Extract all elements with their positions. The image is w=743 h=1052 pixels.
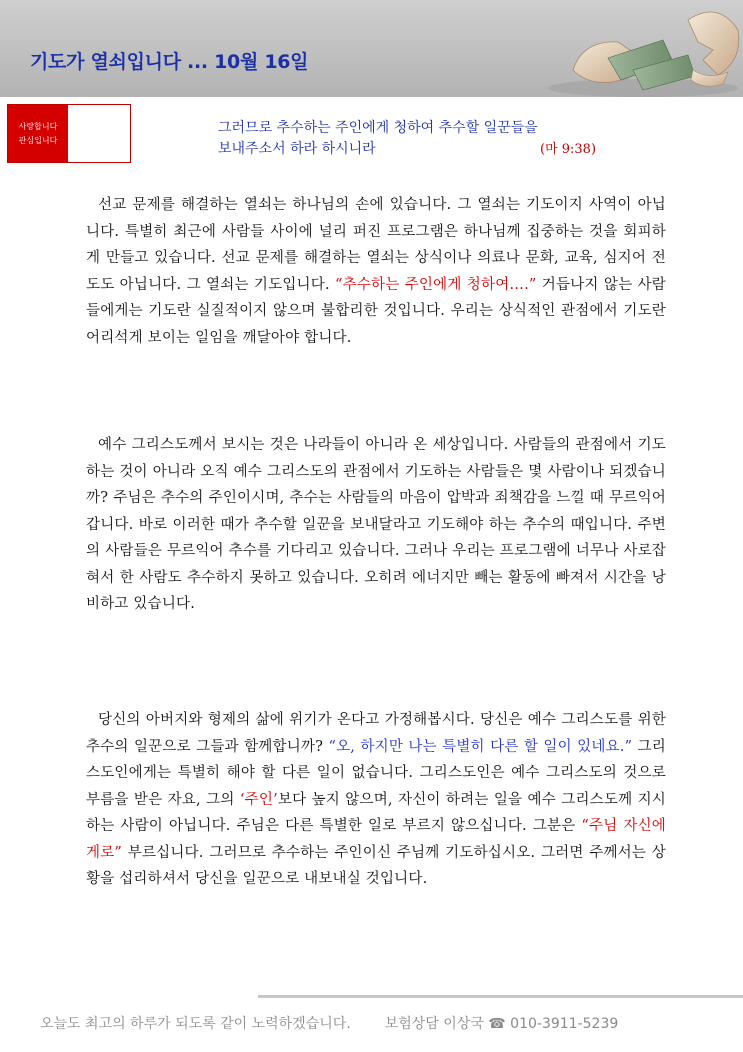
verse-line-2-text: 보내주소서 하라 하시니라 bbox=[218, 141, 376, 157]
paragraph-2-text: 예수 그리스도께서 보시는 것은 나라들이 아니라 온 세상입니다. 사람들의 관점에서 기도하는 것이 아니라 오직 예수 그리스도의 관점에서 기도하는 사람들은 몇 사람이나 되겠습니까? 주님은 추수의 주인이시며, 추수는 사람들의 마음이 압박과 죄책감을 느낄 때 무르익어갑니다. 바로 이러한 때가 추수할 일꾼을 보내달라고 기도해야 하는 추수의 때입니다. 주변의 사람들은 무르익어 추수를 기다리고 있습니다. 그러나 우리는 프로그램에 너무나 사로잡혀서 한 사람도 추수하지 못하고 있습니다. 오히려 에너지만 빼는 활동에 빠져서 시간을 낭비하고 있습니다. bbox=[86, 437, 666, 612]
broken-eggshell-money-illustration bbox=[513, 0, 743, 97]
paragraph-3-quote-2: ‘주인’ bbox=[239, 791, 278, 808]
side-badge-line2: 관심입니다 bbox=[18, 135, 58, 145]
verse-line-1: 그러므로 추수하는 주인에게 청하여 추수할 일꾼들을 bbox=[218, 120, 538, 136]
verse-reference: (마 9:38) bbox=[540, 142, 597, 157]
paragraph-3-text-d: 부르십니다. 그러므로 추수하는 주인이신 주님께 기도하십시오. 그러면 주께서는 상황을 섭리하셔서 당신을 일꾼으로 내보내실 것입니다. bbox=[86, 844, 666, 887]
paragraph-2 bbox=[86, 432, 666, 618]
paragraph-3-quote-3: “주님 자신에게로” bbox=[86, 818, 666, 861]
side-badge-red-panel bbox=[8, 105, 68, 162]
header-banner bbox=[0, 0, 743, 97]
paragraph-3-quote-1: “오, 하지만 나는 특별히 다른 할 일이 있네요.” bbox=[328, 738, 633, 755]
footer-divider bbox=[258, 995, 743, 998]
paragraph-3-text-b: 그리스도인에게는 특별히 해야 할 다른 일이 없습니다. 그리스도인은 예수 그리스도의 것으로 부름을 받은 자요, 그의 bbox=[86, 738, 666, 808]
paragraph-1-text-a: 선교 문제를 해결하는 열쇠는 하나님의 손에 있습니다. 그 열쇠는 기도이지 사역이 아닙니다. 특별히 최근에 사람들 사이에 널리 퍼진 프로그램은 하나님께 집중하는 것을 회피하게 만들고 있습니다. 선교 문제를 해결하는 열쇠는 상식이나 의료나 문화, 교육, 심지어 전도도 아닙니다. 그 열쇠는 기도입니다. bbox=[86, 197, 666, 293]
footer bbox=[40, 1013, 618, 1033]
verse-line-2 bbox=[218, 139, 648, 160]
paragraph-1 bbox=[86, 192, 666, 351]
paragraph-3-text-a: 당신의 아버지와 형제의 삶에 위기가 온다고 가정해봅시다. 당신은 예수 그리스도를 위한 추수의 일꾼으로 그들과 함께합니까? bbox=[86, 712, 666, 755]
paragraph-3-text-c: 보다 높지 않으며, 자신이 하려는 일을 예수 그리스도께 지시하는 사람이 아닙니다. 주님은 다른 특별한 일로 부르지 않으십니다. 그분은 bbox=[86, 791, 666, 834]
footer-slogan: 오늘도 최고의 하루가 되도록 같이 노력하겠습니다. bbox=[40, 1016, 351, 1032]
scripture-verse bbox=[218, 118, 648, 160]
footer-contact: 보험상담 이상국 ☎ 010-3911-5239 bbox=[384, 1016, 619, 1032]
page-title: 기도가 열쇠입니다 ... 10월 16일 bbox=[30, 51, 309, 73]
side-badge-line1: 사랑합니다 bbox=[18, 121, 58, 131]
paragraph-1-text-b: 거듭나지 않는 사람들에게는 기도란 실질적이지 않으며 불합리한 것입니다. 우리는 상식적인 관점에서 기도란 어리석게 보이는 일임을 깨달아야 합니다. bbox=[86, 276, 666, 346]
paragraph-1-quote: “추수하는 주인에게 청하여….” bbox=[335, 276, 537, 293]
paragraph-3 bbox=[86, 707, 666, 893]
side-badge bbox=[7, 104, 131, 163]
